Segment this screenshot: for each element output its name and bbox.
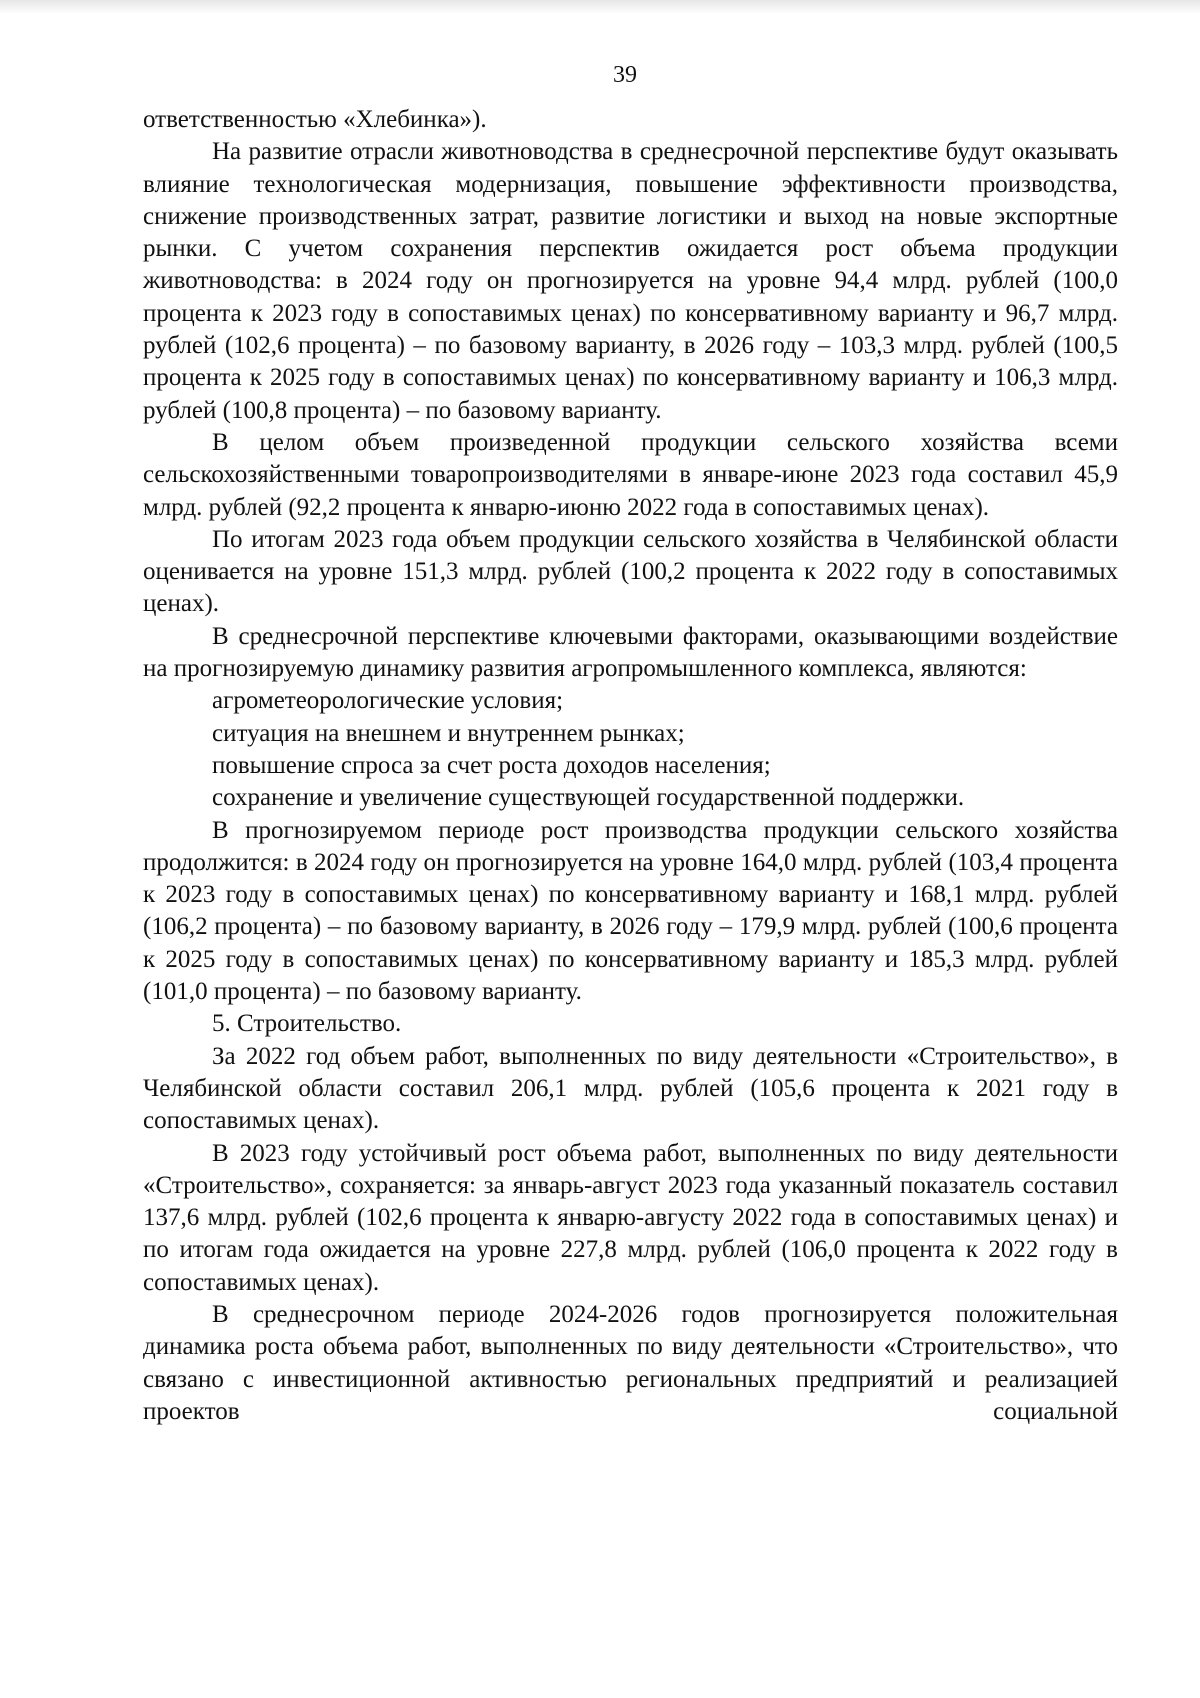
paragraph-construction-forecast: В среднесрочном периоде 2024-2026 годов прогнозируется положительная динамика роста объема работ, выполненных по виду деятельности «Строительство», что связано с инвестиционной активностью региональных предприятий и реализацией проектов социальной bbox=[143, 1300, 1118, 1425]
list-item: агрометеорологические условия; bbox=[212, 687, 564, 715]
document-body bbox=[143, 104, 1118, 1428]
paragraph-agri-output-h1: В целом объем произведенной продукции сельского хозяйства всеми сельскохозяйственными товаропроизводителями в январе-июне 2023 года составил 45,9 млрд. рублей (92,2 процента к январю-июню 2022 года в сопоставимых ценах). bbox=[143, 428, 1118, 521]
section-heading-construction: 5. Строительство. bbox=[212, 1010, 402, 1038]
list-item: ситуация на внешнем и внутреннем рынках; bbox=[212, 719, 685, 747]
paragraph-agri-forecast: В прогнозируемом периоде рост производства продукции сельского хозяйства продолжится: в 2024 году он прогнозируется на уровне 164,0 млрд. рублей (103,4 процента к 2023 году в сопоставимых ценах) по консервативному варианту и 168,1 млрд. рублей (106,2 процента) – по базовому варианту, в 2026 году – 179,9 млрд. рублей (100,6 процента к 2025 году в сопоставимых ценах) по консервативному варианту и 185,3 млрд. рублей (101,0 процента) – по базовому варианту. bbox=[143, 816, 1118, 1006]
paragraph-livestock-forecast: На развитие отрасли животноводства в среднесрочной перспективе будут оказывать влияние технологическая модернизация, повышение эффективности производства, снижение производственных затрат, развитие логистики и выход на новые экспортные рынки. С учетом сохранения перспектив ожидается рост объема продукции животноводства: в 2024 году он прогнозируется на уровне 94,4 млрд. рублей (100,0 процента к 2023 году в сопоставимых ценах) по консервативному варианту и 96,7 млрд. рублей (102,6 процента) – по базовому варианту, в 2026 году – 103,3 млрд. рублей (100,5 процента к 2025 году в сопоставимых ценах) по консервативному варианту и 106,3 млрд. рублей (100,8 процента) – по базовому варианту. bbox=[143, 138, 1118, 424]
page-number: 39 bbox=[613, 62, 637, 88]
list-item: сохранение и увеличение существующей государственной поддержки. bbox=[212, 784, 965, 812]
paragraph-construction-2023: В 2023 году устойчивый рост объема работ, выполненных по виду деятельности «Строительство», сохраняется: за январь-август 2023 года указанный показатель составил 137,6 млрд. рублей (102,6 процента к январю-августу 2022 года в сопоставимых ценах) и по итогам года ожидается на уровне 227,8 млрд. рублей (106,0 процента к 2022 году в сопоставимых ценах). bbox=[143, 1139, 1118, 1296]
list-item: повышение спроса за счет роста доходов населения; bbox=[212, 751, 771, 779]
paragraph-construction-2022: За 2022 год объем работ, выполненных по виду деятельности «Строительство», в Челябинской области составил 206,1 млрд. рублей (105,6 процента к 2021 году в сопоставимых ценах). bbox=[143, 1042, 1118, 1135]
paragraph-key-factors: В среднесрочной перспективе ключевыми факторами, оказывающими воздействие на прогнозируемую динамику развития агропромышленного комплекса, являются: bbox=[143, 622, 1118, 683]
scan-edge bbox=[0, 0, 1200, 14]
paragraph-continuation: ответственностью «Хлебинка»). bbox=[143, 106, 487, 133]
paragraph-agri-output-2023: По итогам 2023 года объем продукции сельского хозяйства в Челябинской области оценивается на уровне 151,3 млрд. рублей (100,2 процента к 2022 году в сопоставимых ценах). bbox=[143, 525, 1118, 618]
